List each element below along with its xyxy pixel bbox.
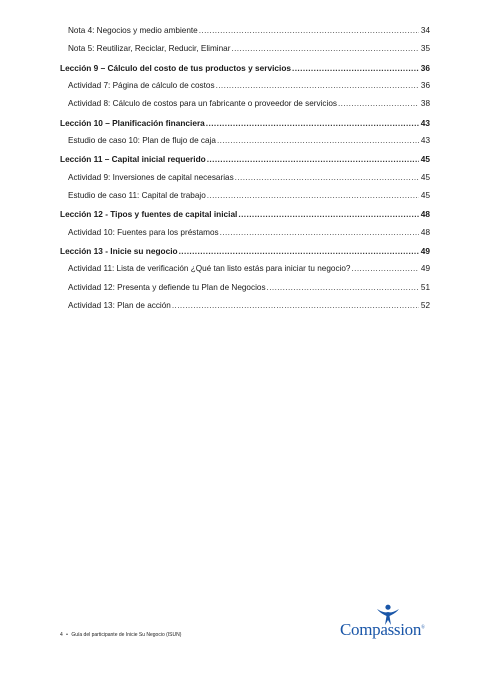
toc-entry-title: Actividad 10: Fuentes para los préstamos (68, 227, 219, 237)
toc-entry-title: Estudio de caso 10: Plan de flujo de caja (68, 136, 216, 146)
toc-dot-leader (172, 301, 419, 310)
toc-entry-title: Actividad 9: Inversiones de capital necesarias (68, 172, 234, 182)
toc-page-number: 38 (420, 99, 430, 109)
toc-entry-row (60, 44, 430, 62)
table-of-contents (60, 26, 430, 320)
toc-page-number: 48 (420, 209, 430, 220)
toc-entry-title: Lección 11 – Capital inicial requerido (60, 154, 206, 165)
toc-entry-row (60, 228, 430, 246)
toc-dot-leader (179, 246, 419, 256)
toc-entry-title: Lección 12 - Tipos y fuentes de capital inicial (60, 209, 238, 220)
toc-dot-leader (238, 209, 419, 219)
toc-page-number: 45 (420, 154, 430, 165)
toc-entry-title: Lección 10 – Planificación financiera (60, 117, 205, 128)
toc-entry-row (60, 81, 430, 99)
toc-dot-leader (207, 154, 419, 164)
toc-entry-title: Actividad 13: Plan de acción (68, 301, 171, 311)
toc-page-number: 45 (420, 191, 430, 201)
toc-lesson-row (60, 209, 430, 227)
toc-page-number: 43 (420, 136, 430, 146)
toc-page-number: 43 (420, 117, 430, 128)
footer-bullet: • (66, 632, 68, 638)
logo-wordmark: Compassion® (340, 620, 425, 639)
toc-page-number: 48 (420, 227, 430, 237)
toc-entry-title: Lección 13 - Inicie su negocio (60, 246, 178, 257)
toc-lesson-row (60, 63, 430, 81)
toc-dot-leader (199, 26, 419, 35)
toc-page-number: 36 (420, 62, 430, 73)
compassion-logo (340, 604, 440, 644)
toc-entry-title: Lección 9 – Cálculo del costo de tus productos y servicios (60, 62, 291, 73)
page-footer (60, 632, 181, 638)
toc-page-number: 35 (420, 44, 430, 54)
toc-entry-row (60, 191, 430, 209)
toc-entry-title: Actividad 12: Presenta y defiende tu Plan de Negocios (68, 282, 266, 292)
footer-guide-title: Guía del participante de Inicie Su Negocio (ISUN) (71, 632, 182, 638)
toc-entry-row (60, 26, 430, 44)
toc-entry-title: Nota 4: Negocios y medio ambiente (68, 26, 198, 35)
toc-page-number: 34 (420, 26, 430, 35)
toc-entry-row (60, 283, 430, 301)
toc-dot-leader (206, 118, 419, 128)
toc-page-number: 52 (420, 301, 430, 311)
toc-entry-row (60, 136, 430, 154)
toc-dot-leader (351, 264, 419, 273)
toc-dot-leader (292, 63, 419, 73)
toc-dot-leader (235, 173, 419, 182)
toc-page-number: 36 (420, 81, 430, 91)
toc-entry-row (60, 264, 430, 282)
toc-page-number: 49 (420, 246, 430, 257)
toc-dot-leader (220, 228, 419, 237)
toc-entry-row (60, 99, 430, 117)
toc-entry-title: Actividad 8: Cálculo de costos para un fabricante o proveedor de servicios (68, 99, 337, 109)
toc-entry-title: Actividad 7: Página de cálculo de costos (68, 81, 215, 91)
toc-page-number: 45 (420, 172, 430, 182)
toc-entry-title: Estudio de caso 11: Capital de trabajo (68, 191, 206, 201)
toc-lesson-row (60, 246, 430, 264)
toc-dot-leader (231, 44, 419, 53)
toc-entry-row (60, 301, 430, 319)
toc-dot-leader (217, 136, 419, 145)
toc-page-number: 49 (420, 264, 430, 274)
toc-entry-title: Nota 5: Reutilizar, Reciclar, Reducir, Eliminar (68, 44, 231, 54)
toc-entry-row (60, 173, 430, 191)
toc-dot-leader (207, 191, 419, 200)
toc-lesson-row (60, 154, 430, 172)
toc-dot-leader (338, 99, 419, 108)
toc-page-number: 51 (420, 282, 430, 292)
toc-entry-title: Actividad 11: Lista de verificación ¿Qué tan listo estás para iniciar tu negocio? (68, 264, 351, 274)
footer-page-number: 4 (60, 632, 63, 638)
toc-dot-leader (216, 81, 419, 90)
toc-dot-leader (267, 283, 419, 292)
toc-lesson-row (60, 118, 430, 136)
